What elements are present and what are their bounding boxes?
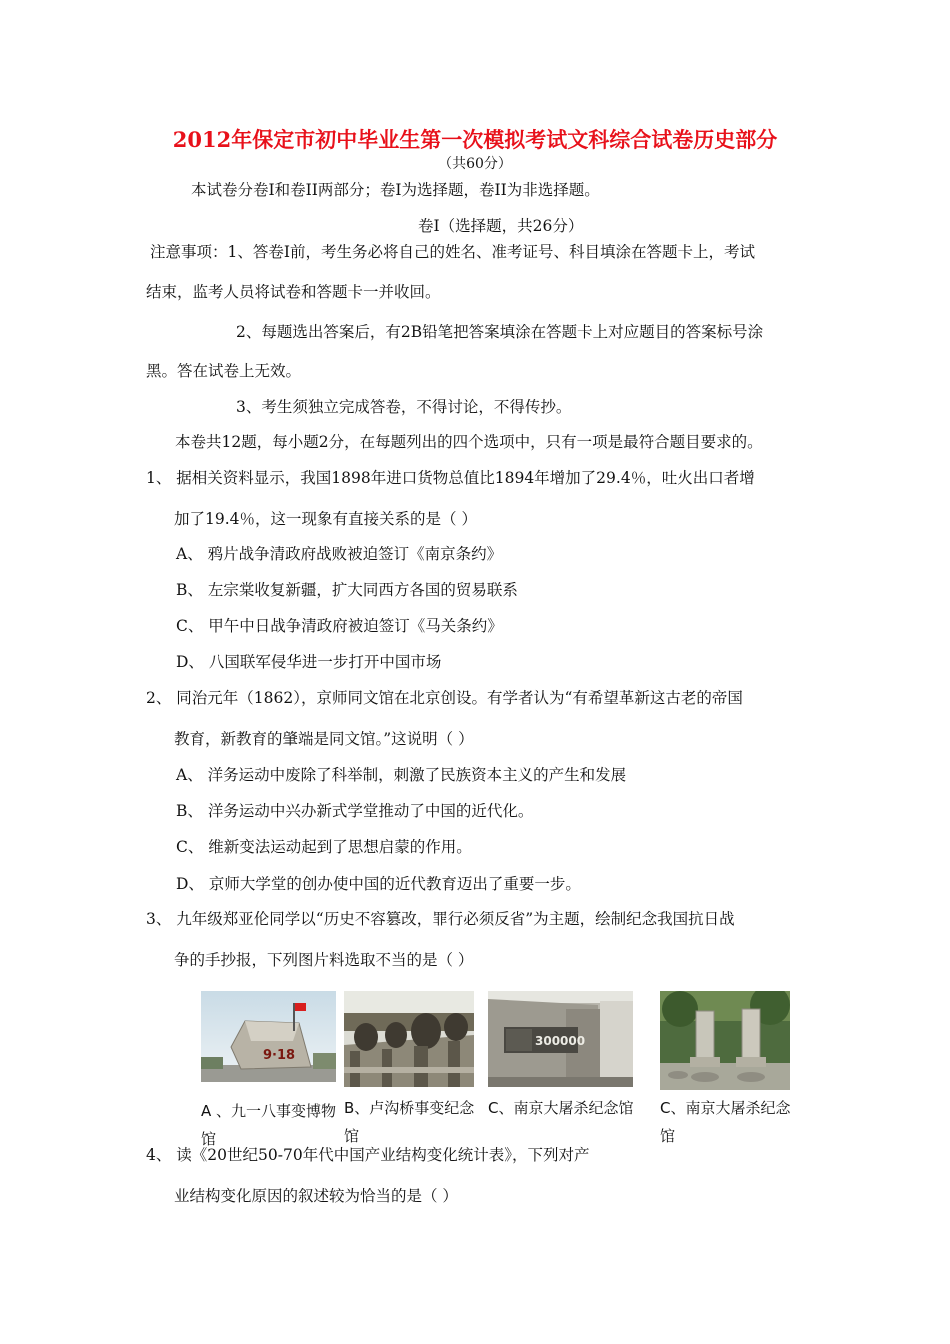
q2-option-a: A、 洋务运动中废除了科举制，刺激了民族资本主义的产生和发展: [176, 766, 627, 784]
q1-option-d: D、 八国联军侵华进一步打开中国市场: [176, 653, 442, 671]
intro-text: 本试卷分卷I和卷II两部分；卷I为选择题，卷II为非选择题。: [191, 181, 600, 199]
q2-stem-line-2: 教育，新教育的肇端是同文馆。”这说明（ ）: [174, 730, 474, 748]
note-line-3: 2、每题选出答案后，有2B铅笔把答案填涂在答题卡上对应题目的答案标号涂: [236, 323, 764, 341]
instruction-text: 本卷共12题，每小题2分，在每题列出的四个选项中，只有一项是最符合题目要求的。: [175, 433, 763, 451]
q1-stem-line-2: 加了19.4％，这一现象有直接关系的是（ ）: [174, 510, 477, 528]
photo-lugou-bridge: [344, 991, 474, 1087]
photo-nanjing-memorial-wall: [488, 991, 633, 1087]
photo-918-museum: [201, 991, 336, 1082]
photo-c-caption: C、南京大屠杀纪念馆: [488, 1099, 634, 1117]
q1-stem-line-1: 1、 据相关资料显示，我国1898年进口货物总值比1894年增加了29.4％，吐火出口者增: [146, 469, 755, 487]
photo-b-caption: B、卢沟桥事变纪念馆: [344, 1099, 475, 1145]
photo-nanjing-memorial-stones: [660, 991, 790, 1090]
q4-stem-line-1: 4、 读《20世纪50-70年代中国产业结构变化统计表》，下列对产: [146, 1146, 590, 1164]
photo-c-label: 300000: [535, 1034, 586, 1048]
q3-stem-line-1: 3、 九年级郑亚伦同学以“历史不容篡改，罪行必须反省”为主题，绘制纪念我国抗日战: [146, 910, 735, 928]
page-title: 2012年保定市初中毕业生第一次模拟考试文科综合试卷历史部分: [172, 127, 778, 152]
q3-stem-line-2: 争的手抄报，下列图片料选取不当的是（ ）: [174, 951, 474, 969]
note-line-4: 黑。答在试卷上无效。: [146, 362, 302, 380]
q1-option-a: A、 鸦片战争清政府战败被迫签订《南京条约》: [176, 545, 503, 563]
photo-a-caption: A 、九一八事变博物馆: [201, 1102, 337, 1148]
q2-stem-line-1: 2、 同治元年（1862），京师同文馆在北京创设。有学者认为“有希望革新这古老的帝国: [146, 689, 743, 707]
section-heading: 卷I（选择题，共26分）: [418, 217, 584, 235]
photo-d-caption: C、南京大屠杀纪念馆: [660, 1099, 791, 1145]
q2-option-c: C、 维新变法运动起到了思想启蒙的作用。: [176, 838, 472, 856]
page-subtitle: （共60分）: [438, 156, 512, 172]
note-line-5: 3、考生须独立完成答卷，不得讨论，不得传抄。: [236, 398, 572, 416]
photo-a-label: 9·18: [263, 1048, 296, 1063]
q2-option-b: B、 洋务运动中兴办新式学堂推动了中国的近代化。: [176, 802, 534, 820]
q4-stem-line-2: 业结构变化原因的叙述较为恰当的是（ ）: [174, 1187, 458, 1205]
q1-option-c: C、 甲午中日战争清政府被迫签订《马关条约》: [176, 617, 503, 635]
q1-option-b: B、 左宗棠收复新疆，扩大同西方各国的贸易联系: [176, 581, 518, 599]
note-line-1: 注意事项：1、答卷I前，考生务必将自己的姓名、准考证号、科目填涂在答题卡上，考试: [150, 243, 755, 261]
note-line-2: 结束，监考人员将试卷和答题卡一并收回。: [146, 283, 441, 301]
q2-option-d: D、 京师大学堂的创办使中国的近代教育迈出了重要一步。: [176, 875, 581, 893]
